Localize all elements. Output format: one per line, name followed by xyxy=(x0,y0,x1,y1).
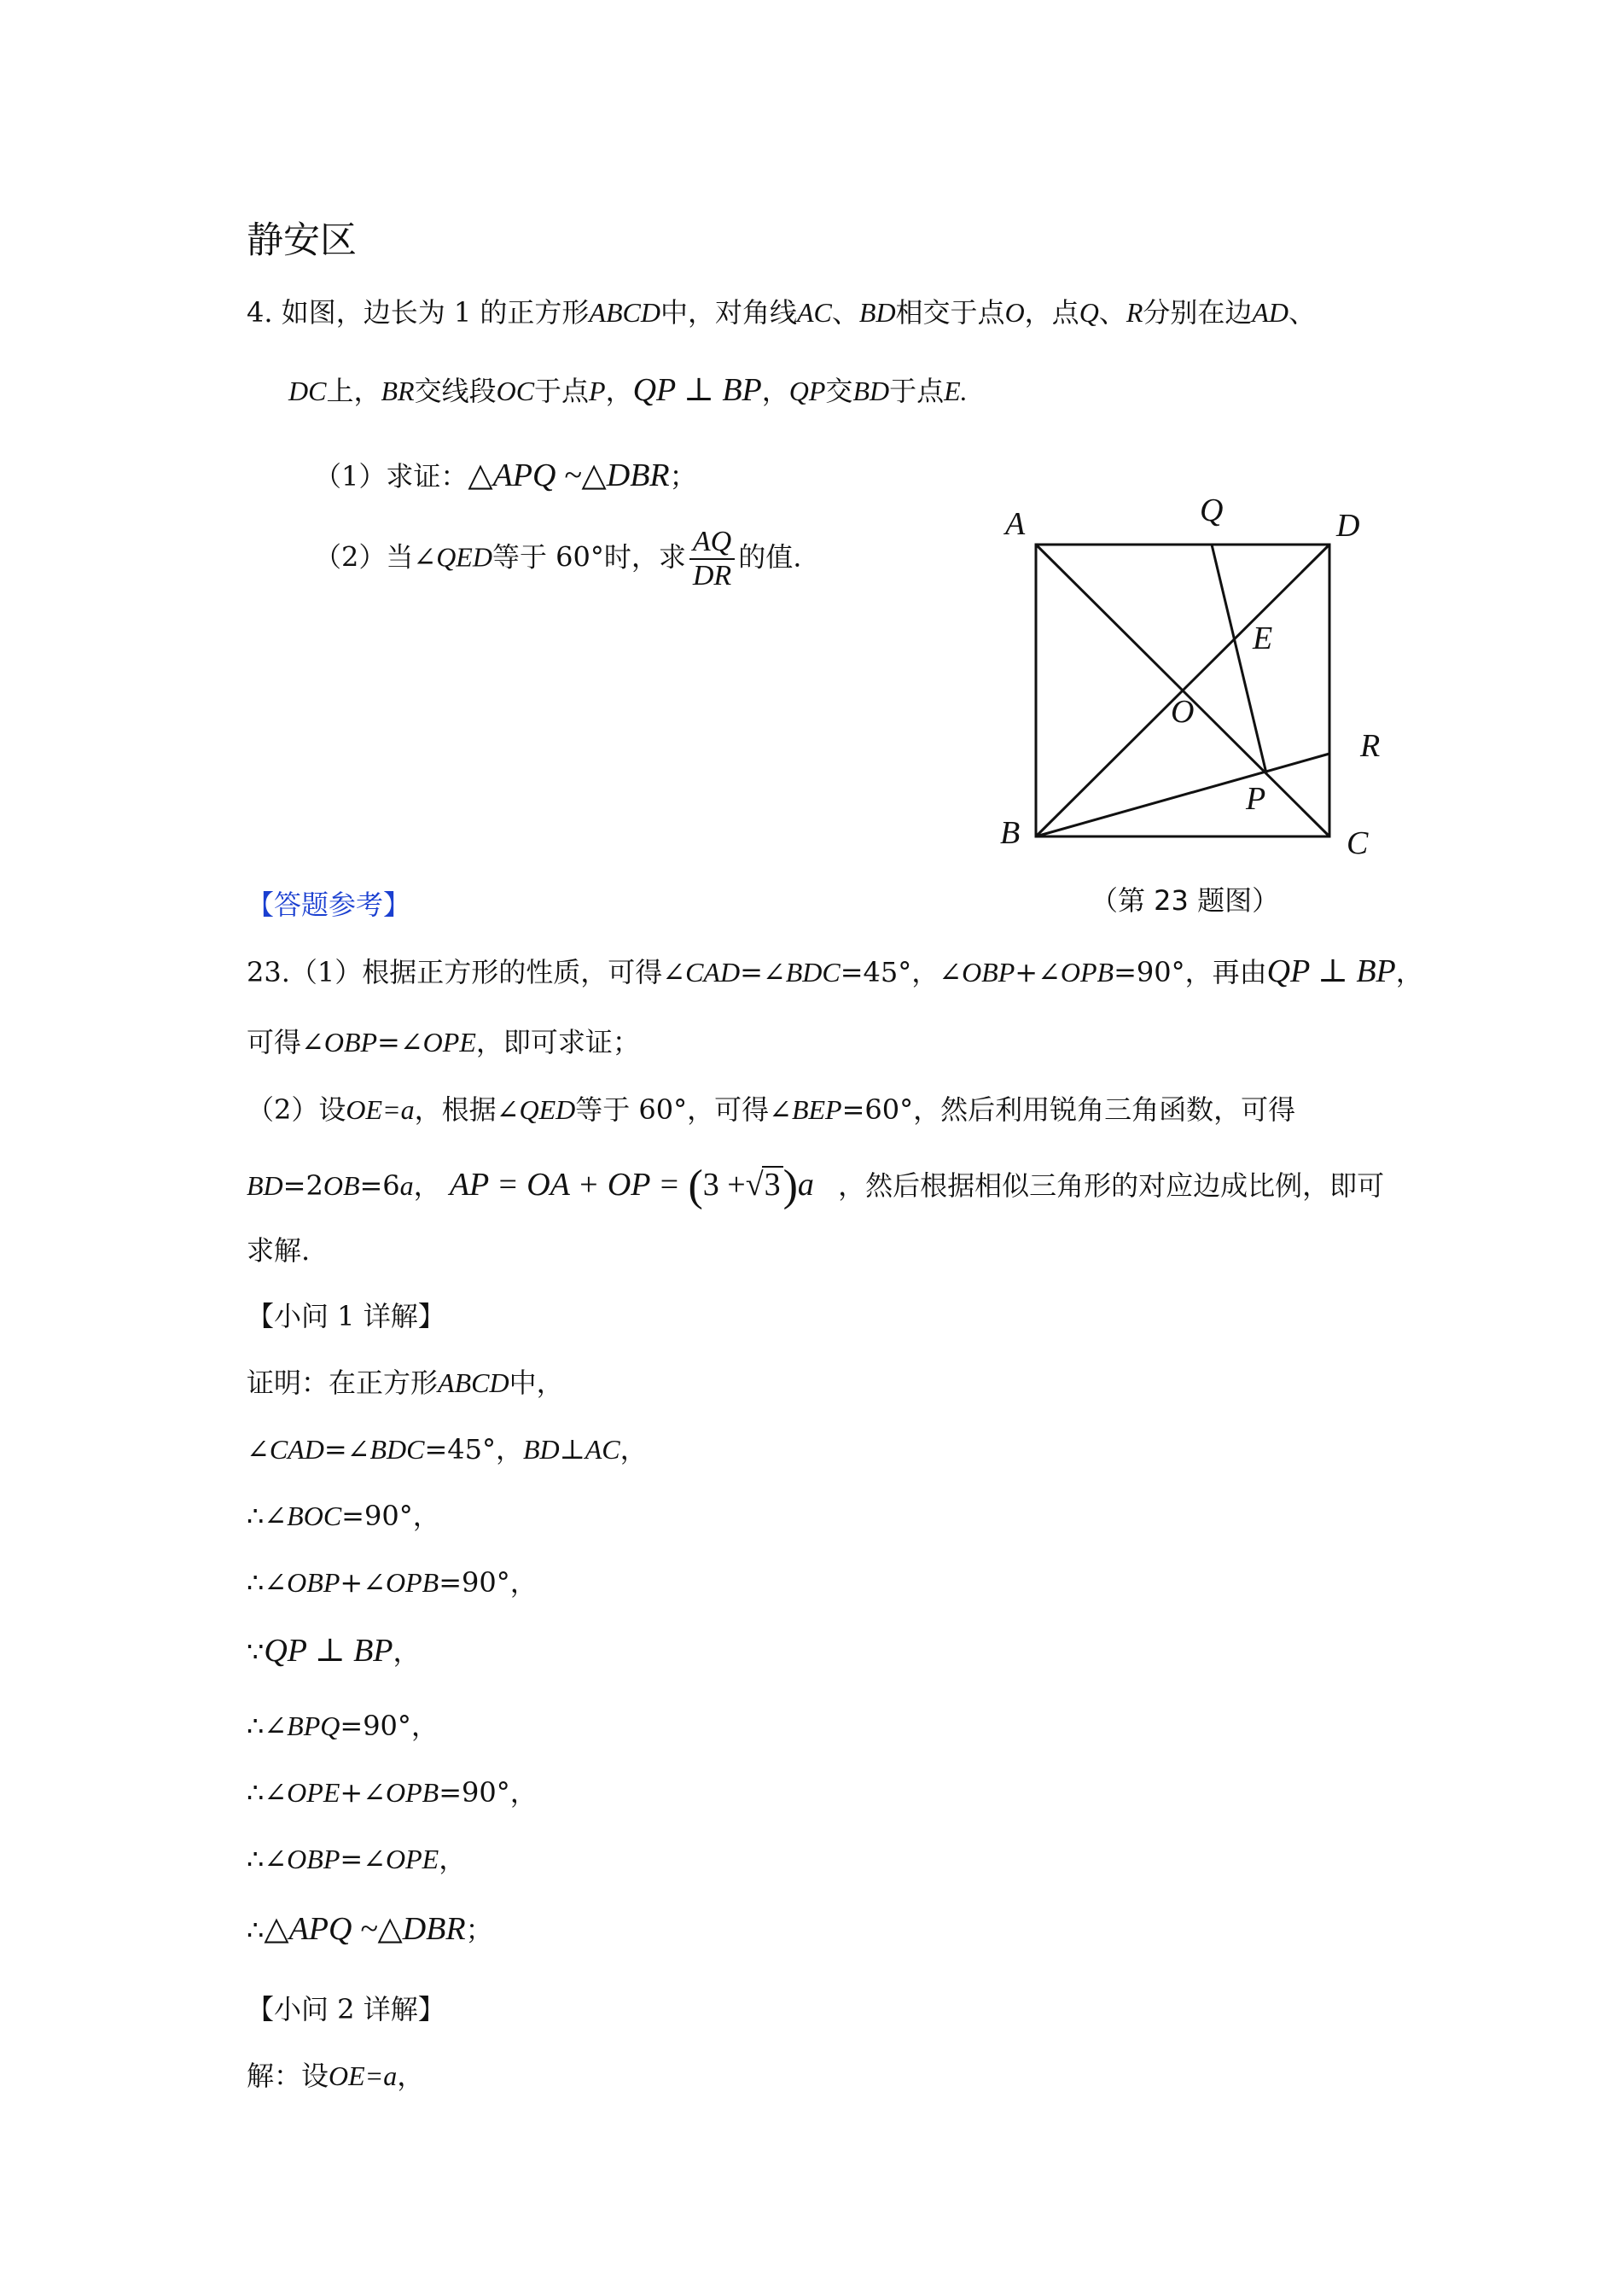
three-plus: 3 + xyxy=(702,1167,746,1203)
math-var: BDC xyxy=(369,1434,425,1465)
text: ， xyxy=(1395,956,1423,988)
math-var: OE=a xyxy=(346,1094,415,1125)
text: ， xyxy=(397,2060,425,2092)
math-var: R xyxy=(1126,297,1143,328)
solution-line-4 xyxy=(247,1162,1385,1210)
text: =90°， xyxy=(439,1566,538,1599)
text: （1）求证： xyxy=(314,460,468,492)
solution-line-3 xyxy=(247,1093,1295,1127)
fraction-numerator: AQ xyxy=(689,526,735,560)
text: +∠ xyxy=(1015,956,1061,988)
text: 可得∠ xyxy=(247,1026,324,1058)
label-d: D xyxy=(1336,508,1360,544)
math-var: OB xyxy=(323,1170,360,1201)
geometry-figure xyxy=(981,487,1408,930)
text: 相交于点 xyxy=(895,296,1005,329)
text: 中， xyxy=(509,1367,564,1399)
sqrt-radicand: 3 xyxy=(762,1166,783,1202)
proof-line-6 xyxy=(247,1709,439,1743)
math-var: O xyxy=(1004,297,1025,328)
math-var: OPE xyxy=(386,1844,439,1874)
text: ∵ xyxy=(247,1635,265,1668)
perp-expression: QP ⊥ BP xyxy=(264,1633,393,1669)
text: ∴ xyxy=(247,1914,265,1946)
math-var: E. xyxy=(944,376,968,406)
sqrt-symbol: √ xyxy=(745,1167,764,1203)
math-var: OPE xyxy=(422,1027,476,1058)
text: 、 xyxy=(1098,296,1126,329)
perp-expression: QP ⊥ BP xyxy=(632,372,762,408)
text: 的值. xyxy=(738,540,802,574)
text: ∴∠ xyxy=(247,1843,288,1875)
similar-triangles-expression: △APQ ~△DBR xyxy=(264,1911,466,1947)
text: +∠ xyxy=(340,1566,386,1599)
text: ， xyxy=(439,1843,467,1875)
label-e: E xyxy=(1253,621,1273,656)
text: 如图，边长为 1 的正方形 xyxy=(281,296,590,329)
text: 于点 xyxy=(534,375,590,407)
math-var: OPB xyxy=(386,1777,439,1808)
math-var: a xyxy=(797,1167,814,1203)
right-paren: ) xyxy=(782,1162,798,1210)
proof-line-4 xyxy=(247,1565,538,1600)
segment-qp xyxy=(1212,545,1266,773)
proof-line-2 xyxy=(247,1432,648,1466)
math-var: AC xyxy=(585,1434,620,1465)
math-var: OBP xyxy=(287,1844,340,1874)
label-c: C xyxy=(1347,825,1369,861)
label-b: B xyxy=(1000,815,1021,851)
math-var: BD xyxy=(247,1170,283,1201)
text: ； xyxy=(669,460,697,492)
proof-line-7 xyxy=(247,1775,538,1809)
text: 中，对角线 xyxy=(660,296,797,329)
math-var: OPB xyxy=(386,1567,439,1598)
math-var: CAD xyxy=(685,957,741,988)
text: 于点 xyxy=(889,375,945,407)
text: ，即可求证； xyxy=(475,1026,640,1058)
text: ∴∠ xyxy=(247,1566,288,1599)
text: =2 xyxy=(282,1169,323,1202)
text: 上， xyxy=(326,375,381,407)
solution-line-5: 求解. xyxy=(247,1234,311,1267)
math-var: OC xyxy=(496,376,535,406)
text: =∠ xyxy=(377,1026,423,1058)
math-var: BD xyxy=(852,376,890,406)
math-var: BDC xyxy=(785,957,841,988)
subquestion-1-header: 【小问 1 详解】 xyxy=(247,1300,445,1332)
text: 交线段 xyxy=(414,375,497,407)
perp-expression: QP ⊥ BP xyxy=(1266,953,1396,989)
proof-line-3 xyxy=(247,1499,440,1533)
text: ； xyxy=(465,1914,493,1946)
text: =90°， xyxy=(341,1500,440,1532)
math-var: BEP xyxy=(791,1094,842,1125)
text: 23.（1）根据正方形的性质，可得∠ xyxy=(247,956,686,988)
math-var: OBP xyxy=(287,1567,340,1598)
question-1 xyxy=(314,458,697,493)
text: ， xyxy=(761,375,789,407)
text: =45°，∠ xyxy=(840,956,963,988)
math-var: DC xyxy=(288,376,327,406)
text: 证明：在正方形 xyxy=(247,1367,439,1399)
problem-line-2 xyxy=(288,373,968,408)
text: ， xyxy=(393,1635,421,1668)
math-var: a xyxy=(399,1170,414,1201)
text: 、 xyxy=(1289,296,1317,329)
subquestion-2-header: 【小问 2 详解】 xyxy=(247,1993,445,2025)
text: ，点 xyxy=(1024,296,1079,329)
ap-expression xyxy=(449,1162,814,1210)
math-var: OPE xyxy=(287,1777,340,1808)
math-var: AD xyxy=(1252,297,1289,328)
question-2 xyxy=(314,526,801,592)
text: 、 xyxy=(831,296,859,329)
proof2-line-1 xyxy=(247,2059,424,2093)
math-var: BOC xyxy=(287,1501,342,1531)
math-var: QP xyxy=(788,376,826,406)
math-var: BPQ xyxy=(287,1710,340,1741)
text: =90°， xyxy=(340,1710,439,1742)
proof-line-8 xyxy=(247,1842,466,1876)
left-paren: ( xyxy=(688,1162,703,1210)
text: ∴∠ xyxy=(247,1500,288,1532)
math-var: QED xyxy=(519,1094,576,1125)
text: =6 xyxy=(359,1169,400,1202)
text: =60°，然后利用锐角三角函数，可得 xyxy=(841,1093,1296,1126)
math-var: BD xyxy=(522,1434,560,1465)
text: =90°， xyxy=(439,1776,538,1809)
label-p: P xyxy=(1246,781,1266,817)
text: ， xyxy=(605,375,633,407)
label-a: A xyxy=(1005,506,1026,542)
text: =90°，再由 xyxy=(1114,956,1267,988)
text: ，根据∠ xyxy=(414,1093,520,1126)
proof-line-1 xyxy=(247,1366,564,1400)
text: +∠ xyxy=(340,1776,386,1809)
text: =45°， xyxy=(424,1433,523,1466)
problem-number: 4. xyxy=(247,296,273,329)
text: ⊥ xyxy=(559,1433,585,1466)
math-var: Q xyxy=(1079,297,1099,328)
text: （2）当∠ xyxy=(314,540,437,574)
text: 等于 60°时，求 xyxy=(492,540,686,574)
text: =∠ xyxy=(323,1433,370,1466)
text: ， xyxy=(413,1169,441,1202)
proof-line-9 xyxy=(247,1912,493,1947)
fraction-aq-dr xyxy=(689,526,735,592)
text: =∠ xyxy=(340,1843,386,1875)
math-var: OBP xyxy=(323,1027,378,1058)
text: ，然后根据相似三角形的对应边成比例，即可 xyxy=(838,1169,1385,1202)
text: 分别在边 xyxy=(1143,296,1253,329)
text: ∠ xyxy=(247,1433,270,1466)
math-var: ABCD xyxy=(438,1367,509,1398)
math-var: OPB xyxy=(1060,957,1114,988)
text: ∴∠ xyxy=(247,1776,288,1809)
text: （2）设 xyxy=(247,1093,346,1126)
text: ∴∠ xyxy=(247,1710,288,1742)
label-q: Q xyxy=(1200,492,1224,528)
math-var: OE=a xyxy=(329,2060,398,2091)
figure-caption: （第 23 题图） xyxy=(1091,884,1280,917)
proof-line-5 xyxy=(247,1634,421,1669)
solution-line-1 xyxy=(247,954,1423,989)
math-var: QED xyxy=(436,541,492,573)
segment-br xyxy=(1036,754,1329,836)
similar-triangles-expression: △APQ ~△DBR xyxy=(468,457,670,493)
math-var: ABCD xyxy=(589,297,660,328)
math-var: BR xyxy=(381,376,415,406)
section-title: 静安区 xyxy=(247,219,357,262)
math-var: P xyxy=(589,376,606,406)
math-var: BD xyxy=(858,297,896,328)
math-var: CAD xyxy=(269,1434,324,1465)
label-r: R xyxy=(1360,728,1381,764)
text: =∠ xyxy=(740,956,786,988)
text: 解：设 xyxy=(247,2060,329,2092)
answer-header: 【答题参考】 xyxy=(247,889,411,921)
text: ， xyxy=(620,1433,648,1466)
ap-equation: AP = OA + OP = xyxy=(449,1167,680,1203)
text: 交 xyxy=(825,375,853,407)
math-var: AC xyxy=(796,297,832,328)
problem-line-1 xyxy=(247,295,1316,329)
math-var: OBP xyxy=(962,957,1015,988)
solution-line-2 xyxy=(247,1025,640,1059)
fraction-denominator: DR xyxy=(692,560,732,591)
label-o: O xyxy=(1171,694,1195,730)
text: 等于 60°，可得∠ xyxy=(575,1093,792,1126)
